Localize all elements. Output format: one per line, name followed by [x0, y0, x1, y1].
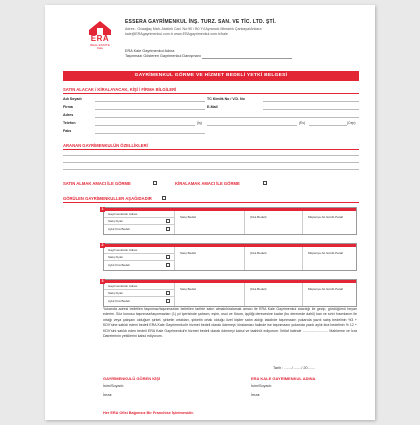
features-line-2[interactable] — [63, 162, 359, 163]
house-icon — [89, 21, 111, 35]
document-page — [45, 5, 375, 420]
property-address-label: Gayrimenkulün Adresi — [108, 248, 138, 252]
section1-divider — [63, 93, 359, 94]
features-line-3[interactable] — [63, 169, 359, 170]
rent-amount-label: (Kira Bedeli) — [250, 251, 267, 255]
rent-purpose-label: KİRALAMAK AMACI İLE GÖRME — [175, 181, 240, 186]
property-address-label: Gayrimenkulün Adresi — [108, 284, 138, 288]
email-label: E-Mail — [207, 105, 218, 109]
company-email: kale@ERAgayrimenkul.com.tr www.ERAgayrimenkul.com.tr/kale — [125, 32, 228, 36]
phone-mobile-label: (Cep) — [347, 121, 356, 125]
property-address-row — [104, 283, 174, 290]
property-number: 1 — [101, 207, 104, 211]
column-separator — [174, 283, 175, 306]
sale-amount-label: Satış Bedeli — [180, 287, 197, 291]
address-field[interactable] — [95, 117, 359, 118]
company-address: Adres : Ovaağaç Mah. Atatürk Cad. No:90 / B0 Yıl Ayrancık Mimarlık Çankaya/Ankara — [125, 27, 262, 31]
viewer-initial-label: Müşteriye Ait Gördü Parafı — [308, 251, 344, 255]
document-title: GAYRİMENKUL GÖRME VE HİZMET BEDELİ YETKİ BELGESİ — [63, 71, 359, 81]
property-address-row — [104, 211, 174, 218]
agency-name-label: İsim/Soyadı: — [251, 384, 272, 388]
logo-text: ERA — [90, 34, 110, 43]
property-block — [103, 279, 357, 307]
column-separator — [174, 211, 175, 234]
column-separator — [302, 247, 303, 270]
section2-divider — [63, 149, 359, 150]
phone-mobile-field[interactable] — [309, 125, 347, 126]
sale-price-row — [104, 290, 174, 297]
office-info — [125, 49, 292, 59]
firm-label: Firma — [63, 105, 73, 109]
office-label: ERA Kale Gayrimenkul Adına — [125, 49, 175, 53]
era-logo — [85, 21, 115, 57]
column-separator — [244, 283, 245, 306]
rent-price-checkbox[interactable] — [166, 263, 170, 267]
viewer-signature-title: GAYRİMENKULÜ GÖREN KİŞİ — [103, 376, 160, 381]
column-separator — [174, 247, 175, 270]
email-field[interactable] — [263, 109, 359, 110]
section3-title: GÖRÜLEN GAYRİMENKULLER AŞAĞIDADIR — [63, 196, 152, 201]
logo-sub: REAL ESTATE — [90, 43, 110, 47]
company-name: ESSERA GAYRİMENKUL İNŞ. TURZ. SAN. VE TİC. LTD. ŞTİ. — [125, 19, 276, 25]
property-block — [103, 243, 357, 271]
property-number: 2 — [101, 243, 104, 247]
section1-title: SATIN ALACAK / KİRALAYACAK, KİŞİ / FİRMA BİLGİLERİ — [63, 87, 177, 92]
phone-work-label: (İş) — [197, 121, 202, 125]
property-address-row — [104, 247, 174, 254]
sale-price-label: Satış Fiyatı — [108, 255, 124, 259]
date-line[interactable]: Tarih : ......./ ......./ 20....... — [273, 366, 315, 370]
rent-price-label: Aylık Kira Bedeli — [108, 299, 130, 303]
property-block — [103, 207, 357, 235]
address-label: Adres — [63, 113, 74, 117]
logo-sub2: Kale — [96, 46, 103, 50]
rent-amount-label: (Kira Bedeli) — [250, 287, 267, 291]
section2-title: ARANAN GAYRİMENKULÜN ÖZELLİKLERİ — [63, 143, 148, 148]
footer-note: Her ERA Ofisi Bağımsız Bir Franchise İşletmesidir. — [103, 411, 194, 415]
phone-label: Telefon — [63, 121, 76, 125]
property-address-label: Gayrimenkulün Adresi — [108, 212, 138, 216]
buy-purpose-checkbox[interactable] — [153, 181, 157, 185]
rent-price-checkbox[interactable] — [166, 227, 170, 231]
viewer-initial-label: Müşteriye Ait Gördü Parafı — [308, 215, 344, 219]
rent-purpose-checkbox[interactable] — [263, 181, 267, 185]
property-number: 3 — [101, 279, 104, 283]
name-field[interactable] — [95, 101, 205, 102]
column-separator — [302, 211, 303, 234]
column-separator — [244, 247, 245, 270]
phone-home-label: (Ev) — [299, 121, 306, 125]
buy-purpose-label: SATIN ALMAK AMACI İLE GÖRME — [63, 181, 131, 186]
phone-home-field[interactable] — [207, 125, 297, 126]
fax-field[interactable] — [95, 133, 205, 134]
phone-work-field[interactable] — [95, 125, 195, 126]
viewer-sign-label: İmza: — [103, 393, 113, 397]
tc-label: TC Kimlik No / V.D. No — [207, 97, 245, 101]
viewed-properties-checkbox[interactable] — [162, 196, 166, 200]
name-label: Adı Soyadı — [63, 97, 82, 101]
sale-price-label: Satış Fiyatı — [108, 291, 124, 295]
representative-line[interactable] — [202, 58, 292, 59]
tc-field[interactable] — [263, 101, 359, 102]
sale-amount-label: Satış Bedeli — [180, 215, 197, 219]
sale-price-label: Satış Fiyatı — [108, 219, 124, 223]
column-separator — [302, 283, 303, 306]
features-line-1[interactable] — [63, 155, 359, 156]
sale-price-row — [104, 218, 174, 225]
section3-divider — [63, 202, 359, 203]
viewer-name-label: İsim/Soyadı: — [103, 384, 124, 388]
rent-price-checkbox[interactable] — [166, 299, 170, 303]
company-info — [125, 19, 365, 37]
column-separator — [244, 211, 245, 234]
representative-label: Taşınmazı Gösteren Gayrimenkul Danışmanı — [125, 54, 201, 58]
rent-amount-label: (Kira Bedeli) — [250, 215, 267, 219]
firm-field[interactable] — [95, 109, 205, 110]
rent-price-label: Aylık Kira Bedeli — [108, 263, 130, 267]
viewer-initial-label: Müşteriye Ait Gördü Parafı — [308, 287, 344, 291]
fax-label: Faks — [63, 129, 72, 133]
terms-paragraph: Yukarıda adresi belirtilen taşınmaz/taşınmazları belirtilen tarihte satın almak/kiralamak amacı ile ERA Kale Gayrimenkul aracılığı ile gezip, gördüğümü beyan ederim. Söz konusu taşınmaz/taşınmazları (1) yıl içerisinde şahsım, eşim, usul ve fürum, işçiliği derecesine kadar (bu derecede dahil) kan ve sıhri hısımlarım ile ortağı veya çalışanı olduğum şirket, şirketin ortakları, şirketin ortak olduğu özel kişiler satın aldığı takdirde taşınmazın yukarıda yazılı satış bedelinin %3 + KDV'sine satıldı edeni bedeli ERA Kale Gayrimenkul'e hizmet bedeli olarak ödemeyi; kiralaması halinde ise taşınmazın yukarıda yazılı aylık kira bedelinin % 12 + KDV'sini satıldı eden bedeli ERA Kale Gayrimenkul'e hizmet bedeli olarak ödemeyi kabul ve taahhüt ediyorum. İhtilaf halinde .......................... Mahkeme ve İcra Dairelerinin yetkilerini kabul ediyorum. — [103, 307, 357, 339]
sale-amount-label: Satış Bedeli — [180, 251, 197, 255]
agency-signature-title: ERA KALE GAYRİMENKUL ADINA — [251, 376, 316, 381]
sale-price-row — [104, 254, 174, 261]
agency-sign-label: İmza: — [251, 393, 261, 397]
rent-price-label: Aylık Kira Bedeli — [108, 227, 130, 231]
